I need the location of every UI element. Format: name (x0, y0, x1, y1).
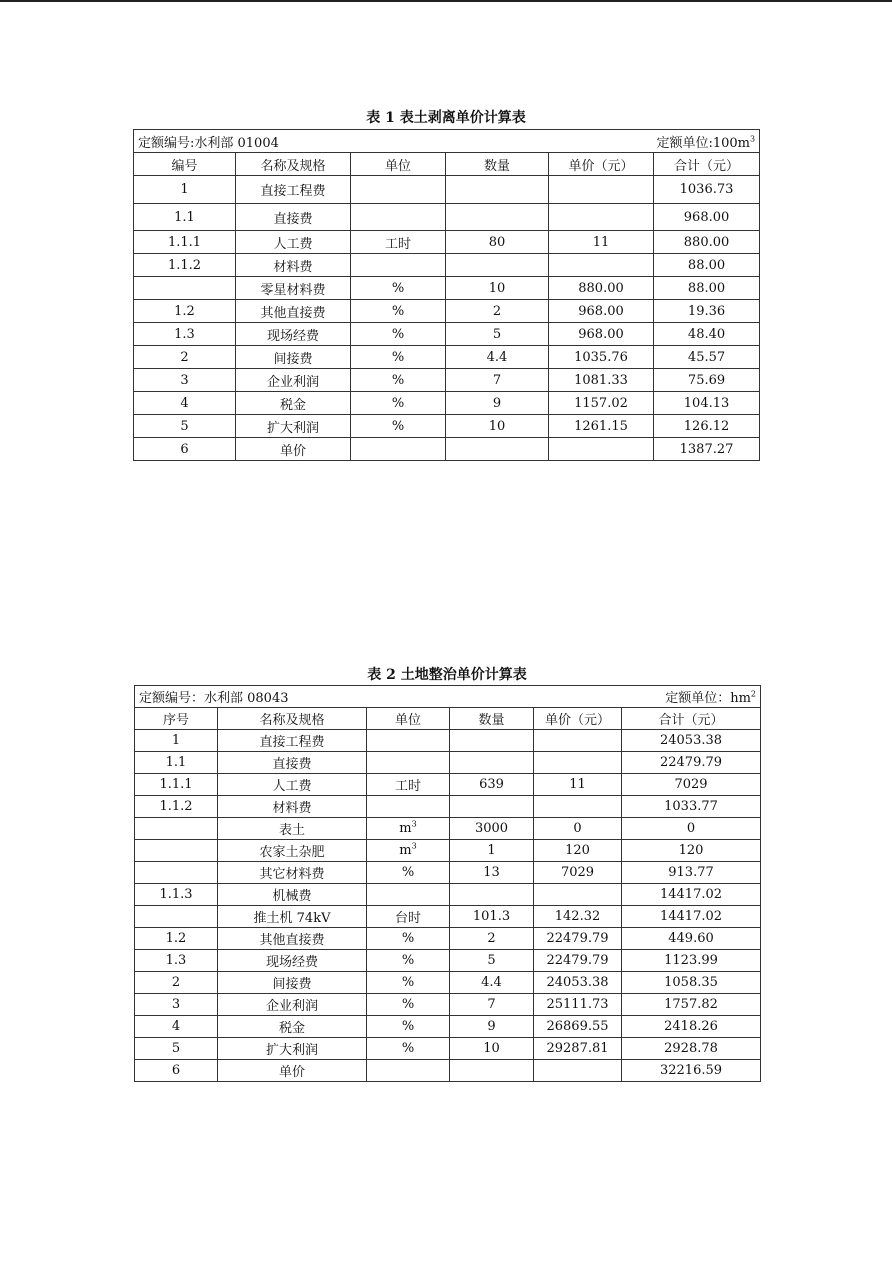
table1-cell: 6 (134, 438, 236, 461)
table1-header-cell: 合计（元） (654, 153, 760, 176)
table2-cell: 推土机 74kV (218, 906, 367, 928)
unit-superscript: 3 (411, 841, 417, 851)
table2-cell: 台时 (367, 906, 450, 928)
table2-cell: 11 (534, 774, 622, 796)
table1-cell: 80 (446, 231, 549, 254)
table1-row (134, 415, 760, 438)
table1-meta-row (134, 130, 760, 153)
table2-body (135, 730, 761, 1082)
table2-caption: 表 2 土地整治单价计算表 (367, 667, 527, 683)
table1-cell: 88.00 (654, 254, 760, 277)
table2-row (135, 774, 761, 796)
table1-cell: 88.00 (654, 277, 760, 300)
table1-cell: 2 (446, 300, 549, 323)
table2-cell: 1.3 (135, 950, 218, 972)
table2-cell: 13 (450, 862, 534, 884)
table2-cell: 22479.79 (622, 752, 761, 774)
table2-cell: 26869.55 (534, 1016, 622, 1038)
table2-cell: 14417.02 (622, 884, 761, 906)
table2-cell (534, 796, 622, 818)
table1-row (134, 277, 760, 300)
table2-row (135, 1038, 761, 1060)
table1-cell: 企业利润 (236, 369, 351, 392)
table1-row (134, 176, 760, 204)
table2-cell: 1.1 (135, 752, 218, 774)
table1-quota-unit: 定额单位$:100m^3$ (656, 134, 756, 151)
table2-cell: 农家土杂肥 (218, 840, 367, 862)
table1 (133, 129, 760, 461)
table2-cell (450, 796, 534, 818)
table2-cell: 机械费 (218, 884, 367, 906)
table2-cell: 32216.59 (622, 1060, 761, 1082)
table2-cell: 5 (135, 1038, 218, 1060)
table2-cell: 1123.99 (622, 950, 761, 972)
table2-cell (367, 796, 450, 818)
table1-cell (446, 438, 549, 461)
table1-cell: 126.12 (654, 415, 760, 438)
table2-cell: % (367, 950, 450, 972)
table1-cell: 7 (446, 369, 549, 392)
table2-cell: 1.2 (135, 928, 218, 950)
table1-cell: 4 (134, 392, 236, 415)
table1-cell: 5 (134, 415, 236, 438)
table1-header-row (134, 153, 760, 176)
table2-cell: 0 (622, 818, 761, 840)
table2-cell (135, 862, 218, 884)
table2-cell: $m^3$ (367, 818, 450, 840)
table1-header-cell: 单价（元） (549, 153, 654, 176)
table1-cell (549, 438, 654, 461)
table1-row (134, 323, 760, 346)
table2 (134, 685, 761, 1082)
table2-header-cell: 数量 (450, 708, 534, 730)
table1-cell: 48.40 (654, 323, 760, 346)
table1-cell: 5 (446, 323, 549, 346)
table2-cell: 25111.73 (534, 994, 622, 1016)
table1-cell: 1.1 (134, 204, 236, 231)
table2-row (135, 906, 761, 928)
table1-cell: 1261.15 (549, 415, 654, 438)
table2-cell: 企业利润 (218, 994, 367, 1016)
table1-cell: % (351, 323, 446, 346)
table2-cell: 1757.82 (622, 994, 761, 1016)
table2-cell: 3000 (450, 818, 534, 840)
table2-cell: 22479.79 (534, 928, 622, 950)
table2-cell (534, 1060, 622, 1082)
table2-cell: 9 (450, 1016, 534, 1038)
table1-cell: 1035.76 (549, 346, 654, 369)
table2-row (135, 840, 761, 862)
table1-cell: 零星材料费 (236, 277, 351, 300)
table1-cell: 11 (549, 231, 654, 254)
table1-cell (549, 204, 654, 231)
table2-cell: 直接工程费 (218, 730, 367, 752)
table2-cell: 7 (450, 994, 534, 1016)
table1-row (134, 231, 760, 254)
table2-cell: 1033.77 (622, 796, 761, 818)
table1-cell: 1036.73 (654, 176, 760, 204)
table2-cell: 1058.35 (622, 972, 761, 994)
table1-cell (446, 204, 549, 231)
table1-cell: 3 (134, 369, 236, 392)
table1-cell: 880.00 (549, 277, 654, 300)
table2-cell: % (367, 1038, 450, 1060)
table1-cell: 1081.33 (549, 369, 654, 392)
table2-meta-row (135, 686, 761, 708)
table2-cell: 税金 (218, 1016, 367, 1038)
table1-cell: 968.00 (654, 204, 760, 231)
table2-cell: 2 (450, 928, 534, 950)
table2-cell: 24053.38 (534, 972, 622, 994)
table2-cell: 4.4 (450, 972, 534, 994)
table2-cell: 2 (135, 972, 218, 994)
table1-cell: 9 (446, 392, 549, 415)
table2-cell: 人工费 (218, 774, 367, 796)
table1-cell: 单价 (236, 438, 351, 461)
table2-cell: 直接费 (218, 752, 367, 774)
table2-cell: 间接费 (218, 972, 367, 994)
table1-body (134, 176, 760, 461)
table2-header-cell: 合计（元） (622, 708, 761, 730)
table2-cell: 2928.78 (622, 1038, 761, 1060)
unit-superscript: 3 (411, 819, 417, 829)
table2-cell (135, 840, 218, 862)
table2-cell: 120 (622, 840, 761, 862)
table1-cell (446, 176, 549, 204)
table2-header-row (135, 708, 761, 730)
table2-row (135, 928, 761, 950)
table2-cell: % (367, 862, 450, 884)
table2-cell: 材料费 (218, 796, 367, 818)
table2-cell (450, 884, 534, 906)
table1-cell (446, 254, 549, 277)
table1-cell: 45.57 (654, 346, 760, 369)
table1-cell: % (351, 415, 446, 438)
table1-cell: % (351, 392, 446, 415)
table1-cell: % (351, 300, 446, 323)
table2-quota-code: 定额编号：水利部 08043 (139, 691, 289, 706)
table2-row (135, 730, 761, 752)
table1-row (134, 204, 760, 231)
table1-cell: 工时 (351, 231, 446, 254)
table1-cell: 1.3 (134, 323, 236, 346)
table2-row (135, 752, 761, 774)
table1-row (134, 300, 760, 323)
table1-cell: 材料费 (236, 254, 351, 277)
table1-cell: 880.00 (654, 231, 760, 254)
top-border-line (0, 0, 892, 2)
table2-row (135, 950, 761, 972)
table1-cell: 人工费 (236, 231, 351, 254)
table2-header-cell: 名称及规格 (218, 708, 367, 730)
table1-cell (549, 254, 654, 277)
table1-row (134, 346, 760, 369)
table2-cell: 3 (135, 994, 218, 1016)
table1-cell: 75.69 (654, 369, 760, 392)
table2-cell: 其他直接费 (218, 928, 367, 950)
table1-cell: 1.1.1 (134, 231, 236, 254)
table2-cell: 1.1.3 (135, 884, 218, 906)
table1-header-cell: 单位 (351, 153, 446, 176)
table1-cell: 1387.27 (654, 438, 760, 461)
table1-cell: 间接费 (236, 346, 351, 369)
table1-cell: 其他直接费 (236, 300, 351, 323)
table1-cell: 1.2 (134, 300, 236, 323)
table2-cell: 工时 (367, 774, 450, 796)
table2-cell (367, 1060, 450, 1082)
table2-cell (534, 884, 622, 906)
table1-cell (351, 254, 446, 277)
table1-cell: 税金 (236, 392, 351, 415)
table1-cell: 104.13 (654, 392, 760, 415)
table2-row (135, 972, 761, 994)
table1-cell: 扩大利润 (236, 415, 351, 438)
table1-header-cell: 数量 (446, 153, 549, 176)
table2-cell: % (367, 972, 450, 994)
table1-cell: 19.36 (654, 300, 760, 323)
table2-cell (450, 1060, 534, 1082)
table1-row (134, 438, 760, 461)
table2-cell: 913.77 (622, 862, 761, 884)
table1-header-cell: 名称及规格 (236, 153, 351, 176)
table2-cell: 7029 (534, 862, 622, 884)
table2-cell: 1.1.1 (135, 774, 218, 796)
table1-cell: 现场经费 (236, 323, 351, 346)
table2-row (135, 862, 761, 884)
table2-cell: 7029 (622, 774, 761, 796)
table1-cell: 10 (446, 277, 549, 300)
table2-cell: 4 (135, 1016, 218, 1038)
table2-cell: 5 (450, 950, 534, 972)
table2-cell (534, 730, 622, 752)
table2-cell (534, 752, 622, 774)
table2-row (135, 818, 761, 840)
table2-cell (367, 752, 450, 774)
table1-cell: 968.00 (549, 300, 654, 323)
table1-cell: 1.1.2 (134, 254, 236, 277)
table2-cell: 142.32 (534, 906, 622, 928)
table1-cell: 968.00 (549, 323, 654, 346)
table2-cell: 其它材料费 (218, 862, 367, 884)
table2-cell: 449.60 (622, 928, 761, 950)
table2-cell: 120 (534, 840, 622, 862)
table2-cell: 2418.26 (622, 1016, 761, 1038)
table1-quota-code: 定额编号:水利部 01004 (138, 135, 279, 151)
table2-cell: 29287.81 (534, 1038, 622, 1060)
table1-cell (549, 176, 654, 204)
table2-cell (367, 730, 450, 752)
table2-row (135, 1016, 761, 1038)
table1-header-cell: 编号 (134, 153, 236, 176)
table2-row (135, 994, 761, 1016)
table1-cell: 4.4 (446, 346, 549, 369)
table2-cell: 639 (450, 774, 534, 796)
table2-cell: % (367, 1016, 450, 1038)
table2-cell (367, 884, 450, 906)
table1-cell: 2 (134, 346, 236, 369)
table2-cell (135, 818, 218, 840)
table1-row (134, 254, 760, 277)
table2-cell: 101.3 (450, 906, 534, 928)
table2-cell: 0 (534, 818, 622, 840)
table1-cell (351, 204, 446, 231)
table1-cell: 1157.02 (549, 392, 654, 415)
table1-cell: 10 (446, 415, 549, 438)
table1-cell: % (351, 346, 446, 369)
table2-cell: 现场经费 (218, 950, 367, 972)
table2-header-cell: 单位 (367, 708, 450, 730)
table1-cell (351, 176, 446, 204)
table2-cell: 单价 (218, 1060, 367, 1082)
table1-cell (134, 277, 236, 300)
table2-cell (135, 906, 218, 928)
table2-header-cell: 单价（元） (534, 708, 622, 730)
table2-cell: 1 (450, 840, 534, 862)
table2-quota-unit: 定额单位：$hm^2$ (665, 689, 757, 706)
table1-cell: % (351, 369, 446, 392)
table1-cell (351, 438, 446, 461)
table2-row (135, 1060, 761, 1082)
table2-cell: 22479.79 (534, 950, 622, 972)
table1-cell: 1 (134, 176, 236, 204)
table2-cell: 扩大利润 (218, 1038, 367, 1060)
table2-cell: % (367, 928, 450, 950)
table2-cell: % (367, 994, 450, 1016)
table1-cell: 直接费 (236, 204, 351, 231)
table2-cell (450, 752, 534, 774)
table2-cell: 10 (450, 1038, 534, 1060)
table2-cell: $m^3$ (367, 840, 450, 862)
table2-header-cell: 序号 (135, 708, 218, 730)
table2-cell: 表土 (218, 818, 367, 840)
table2-row (135, 796, 761, 818)
table2-cell: 14417.02 (622, 906, 761, 928)
table1-cell: % (351, 277, 446, 300)
table1-row (134, 369, 760, 392)
table1-cell: 直接工程费 (236, 176, 351, 204)
table2-cell: 24053.38 (622, 730, 761, 752)
table2-row (135, 884, 761, 906)
table1-row (134, 392, 760, 415)
table2-cell: 1.1.2 (135, 796, 218, 818)
table2-cell (450, 730, 534, 752)
table1-caption: 表 1 表土剥离单价计算表 (366, 110, 526, 126)
table2-cell: 6 (135, 1060, 218, 1082)
table2-cell: 1 (135, 730, 218, 752)
